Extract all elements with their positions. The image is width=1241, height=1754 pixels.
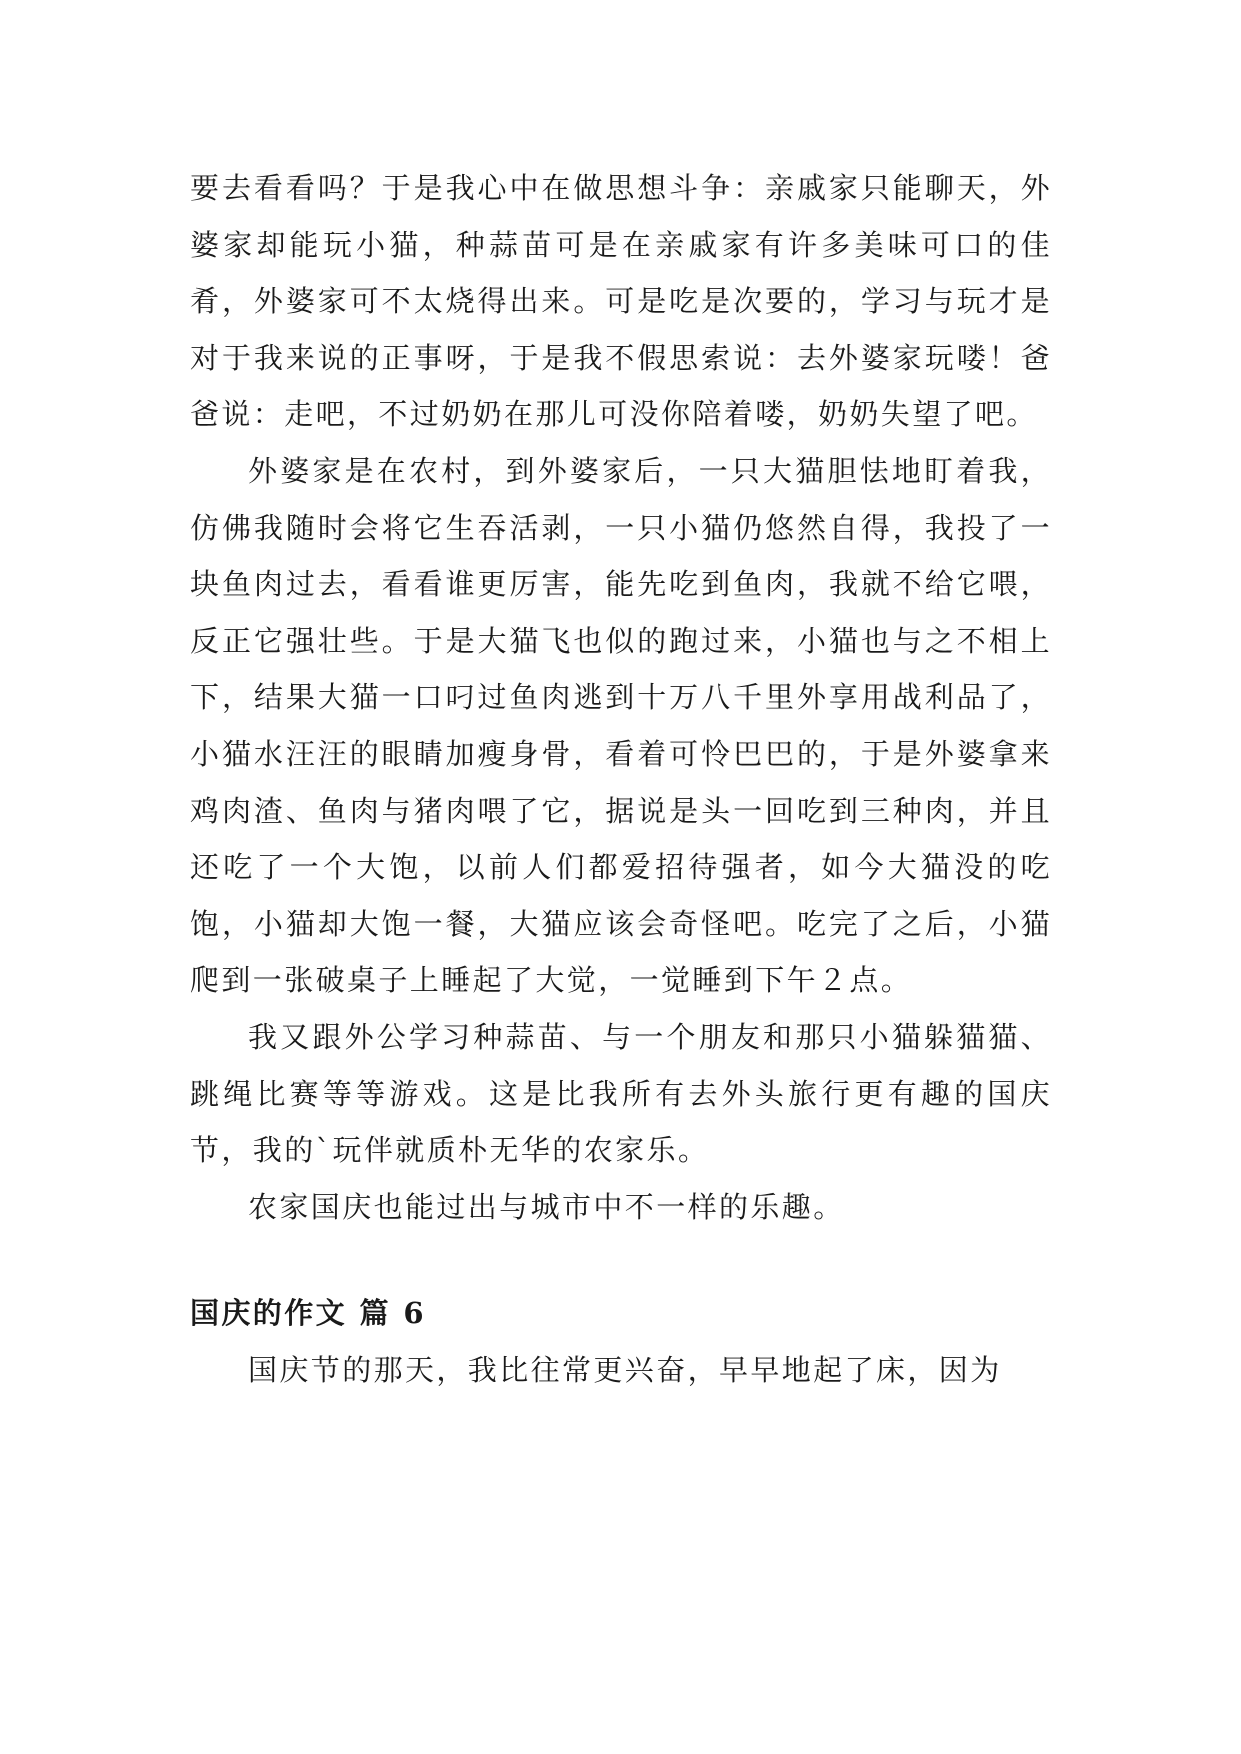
- document-page: [190, 160, 1052, 1398]
- paragraph-cats: 外婆家是在农村，到外婆家后，一只大猫胆怯地盯着我，仿佛我随时会将它生吞活剥，一只小猫仍悠然自得，我投了一块鱼肉过去，看看谁更厉害，能先吃到鱼肉，我就不给它喂，反正它强壮些。于是大猫飞也似的跑过来，小猫也与之不相上下，结果大猫一口叼过鱼肉逃到十万八千里外享用战利品了，小猫水汪汪的眼睛加瘦身骨，看着可怜巴巴的，于是外婆拿来鸡肉渣、鱼肉与猪肉喂了它，据说是头一回吃到三种肉，并且还吃了一个大饱，以前人们都爱招待强者，如今大猫没的吃饱，小猫却大饱一餐，大猫应该会奇怪吧。吃完了之后，小猫爬到一张破桌子上睡起了大觉，一觉睡到下午２点。: [190, 453, 1052, 998]
- paragraph-conclusion: 农家国庆也能过出与城市中不一样的乐趣。: [248, 1189, 845, 1224]
- paragraph-continued: 要去看看吗？于是我心中在做思想斗争：亲戚家只能聊天，外婆家却能玩小猫，种蒜苗可是在亲戚家有许多美味可口的佳肴，外婆家可不太烧得出来。可是吃是次要的，学习与玩才是对于我来说的正事呀，于是我不假思索说：去外婆家玩喽！爸爸说：走吧，不过奶奶在那儿可没你陪着喽，奶奶失望了吧。: [190, 171, 1052, 432]
- section-heading: 国庆的作文 篇 6: [190, 1296, 426, 1331]
- paragraph-section-start: 国庆节的那天，我比往常更兴奋，早早地起了床，因为: [248, 1352, 1002, 1387]
- paragraph-games: 我又跟外公学习种蒜苗、与一个朋友和那只小猫躲猫猫、跳绳比赛等等游戏。这是比我所有去外头旅行更有趣的国庆节，我的`玩伴就质朴无华的农家乐。: [190, 1019, 1052, 1168]
